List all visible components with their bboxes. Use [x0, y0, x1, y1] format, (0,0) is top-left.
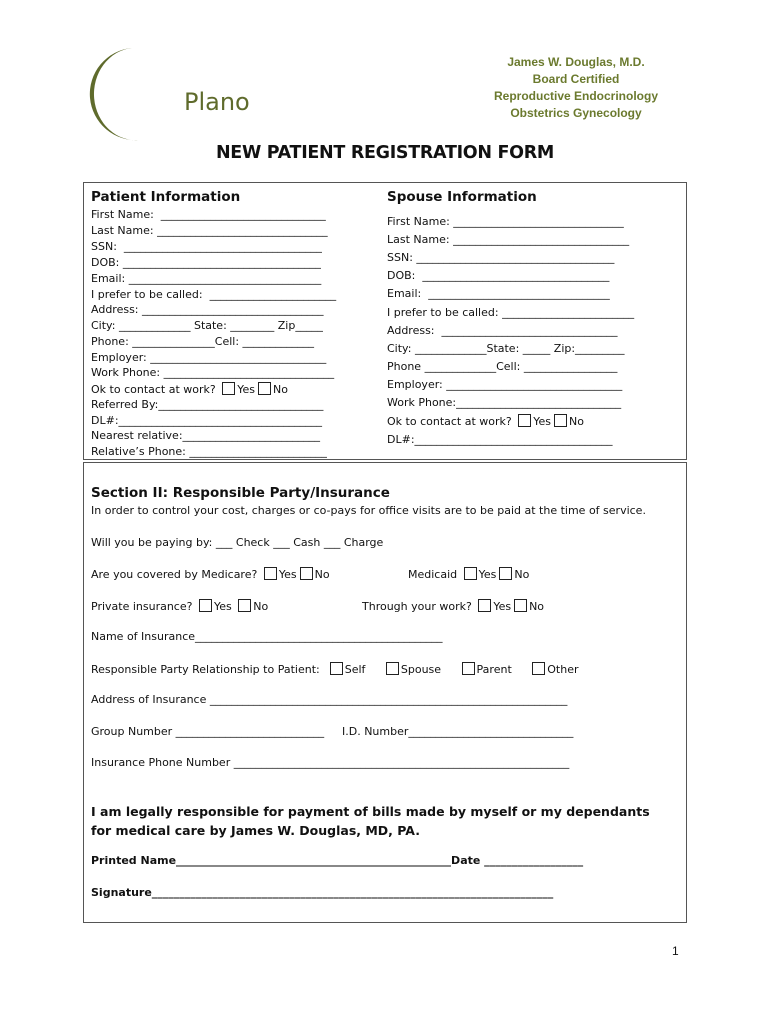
patient-city-state-zip-field[interactable]: City: _____________ State: ________ Zip_____: [91, 319, 323, 332]
legal-responsibility-statement: I am legally responsible for payment of bills made by myself or my dependants for medical care by James W. Douglas, MD, PA.: [91, 804, 650, 838]
page-title: NEW PATIENT REGISTRATION FORM: [215, 143, 555, 163]
patient-work-phone-field[interactable]: Work Phone: _______________________________: [91, 366, 335, 379]
medicaid-row: [408, 567, 529, 581]
page-number: 1: [672, 944, 679, 958]
spouse-address-field[interactable]: Address: ________________________________: [387, 324, 618, 337]
spouse-first-name-field[interactable]: First Name: _______________________________: [387, 215, 624, 228]
patient-email-field[interactable]: Email: ___________________________________: [91, 272, 322, 285]
id-number-field[interactable]: I.D. Number______________________________: [342, 725, 574, 738]
patient-last-name-field[interactable]: Last Name: _______________________________: [91, 224, 328, 237]
svg-text:Plano: Plano: [184, 88, 250, 116]
other-label: Other: [547, 663, 579, 676]
spouse-ssn-field[interactable]: SSN: ____________________________________: [387, 251, 615, 264]
patient-nearest-relative-field[interactable]: Nearest relative:_________________________: [91, 429, 321, 442]
medicaid-no-checkbox[interactable]: [499, 567, 512, 580]
no-label: No: [529, 600, 545, 613]
yes-label: Yes: [237, 383, 255, 396]
relationship-row: [91, 662, 578, 676]
yes-label: Yes: [533, 415, 551, 428]
yes-label: Yes: [278, 568, 297, 581]
patient-employer-field[interactable]: Employer: ________________________________: [91, 351, 327, 364]
signature-field[interactable]: Signature_________________________________________________________________________: [91, 886, 554, 899]
spouse-employer-field[interactable]: Employer: ________________________________: [387, 378, 623, 391]
patient-ok-contact-label: Ok to contact at work?: [91, 383, 216, 396]
no-label: No: [273, 383, 288, 396]
patient-phone-field[interactable]: Phone: _______________Cell: _____________: [91, 335, 315, 348]
patient-referred-by-field[interactable]: Referred By:______________________________: [91, 398, 324, 411]
relationship-parent-checkbox[interactable]: [462, 662, 475, 675]
parent-label: Parent: [476, 663, 512, 676]
no-label: No: [514, 568, 530, 581]
patient-ok-contact-row: [91, 382, 288, 396]
svg-text:IVF: IVF: [108, 70, 177, 121]
medicaid-yes-checkbox[interactable]: [464, 567, 477, 580]
spouse-work-phone-field[interactable]: Work Phone:______________________________: [387, 396, 622, 409]
payment-method-field[interactable]: Will you be paying by: ___ Check ___ Cash ___ Charge: [91, 536, 384, 549]
doctor-certification: Board Certified: [532, 72, 620, 86]
private-yes-checkbox[interactable]: [199, 599, 212, 612]
section2-heading: Section II: Responsible Party/Insurance: [91, 485, 390, 501]
insurance-address-field[interactable]: Address of Insurance _________________________________________________________________: [91, 693, 568, 706]
through-work-no-checkbox[interactable]: [514, 599, 527, 612]
medicaid-label: Medicaid: [408, 568, 458, 581]
private-no-checkbox[interactable]: [238, 599, 251, 612]
relationship-self-checkbox[interactable]: [330, 662, 343, 675]
section2-intro: In order to control your cost, charges or co-pays for office visits are to be paid at the time of service.: [91, 504, 646, 517]
no-label: No: [314, 568, 330, 581]
spouse-city-state-zip-field[interactable]: City: _____________State: _____ Zip:_________: [387, 342, 625, 355]
through-work-yes-checkbox[interactable]: [478, 599, 491, 612]
spouse-preferred-name-field[interactable]: I prefer to be called: ________________________: [387, 306, 635, 319]
through-work-row: [362, 599, 544, 613]
spouse-contact-no-checkbox[interactable]: [554, 414, 567, 427]
insurance-name-field[interactable]: Name of Insurance_____________________________________________: [91, 630, 443, 643]
yes-label: Yes: [493, 600, 512, 613]
spouse-heading: Spouse Information: [387, 189, 537, 205]
patient-address-field[interactable]: Address: _________________________________: [91, 303, 324, 316]
insurance-phone-field[interactable]: Insurance Phone Number _____________________________________________________________: [91, 756, 570, 769]
medicare-no-checkbox[interactable]: [300, 567, 313, 580]
private-insurance-row: [91, 599, 268, 613]
spouse-label: Spouse: [400, 663, 442, 676]
doctor-specialty-2: Obstetrics Gynecology: [510, 106, 642, 120]
medicare-label: Are you covered by Medicare?: [91, 568, 258, 581]
patient-dl-field[interactable]: DL#:_____________________________________: [91, 414, 323, 427]
spouse-last-name-field[interactable]: Last Name: ________________________________: [387, 233, 630, 246]
medicare-yes-checkbox[interactable]: [264, 567, 277, 580]
spouse-contact-yes-checkbox[interactable]: [518, 414, 531, 427]
patient-heading: Patient Information: [91, 189, 241, 205]
spouse-ok-contact-row: [387, 414, 584, 428]
relationship-other-checkbox[interactable]: [532, 662, 545, 675]
patient-relative-phone-field[interactable]: Relative’s Phone: _________________________: [91, 445, 327, 458]
ivf-plano-logo: [88, 44, 278, 144]
group-number-field[interactable]: Group Number ___________________________: [91, 725, 325, 738]
printed-name-date-field[interactable]: Printed Name__________________________________________________Date __________________: [91, 854, 584, 867]
patient-contact-no-checkbox[interactable]: [258, 382, 271, 395]
patient-first-name-field[interactable]: First Name: ______________________________: [91, 208, 326, 221]
private-insurance-label: Private insurance?: [91, 600, 193, 613]
no-label: No: [569, 415, 584, 428]
yes-label: Yes: [213, 600, 232, 613]
patient-ssn-field[interactable]: SSN: ____________________________________: [91, 240, 322, 253]
patient-contact-yes-checkbox[interactable]: [222, 382, 235, 395]
medicare-row: [91, 567, 330, 581]
self-label: Self: [344, 663, 366, 676]
yes-label: Yes: [478, 568, 497, 581]
through-work-label: Through your work?: [362, 600, 472, 613]
doctor-specialty-1: Reproductive Endocrinology: [493, 89, 658, 103]
patient-preferred-name-field[interactable]: I prefer to be called: _______________________: [91, 288, 337, 301]
relationship-label: Responsible Party Relationship to Patient:: [91, 663, 320, 676]
spouse-phone-field[interactable]: Phone _____________Cell: _________________: [387, 360, 618, 373]
doctor-name: James W. Douglas, M.D.: [507, 55, 645, 69]
no-label: No: [253, 600, 269, 613]
relationship-spouse-checkbox[interactable]: [386, 662, 399, 675]
spouse-dl-field[interactable]: DL#:____________________________________: [387, 433, 613, 446]
spouse-dob-field[interactable]: DOB: __________________________________: [387, 269, 610, 282]
spouse-email-field[interactable]: Email: _________________________________: [387, 287, 610, 300]
patient-dob-field[interactable]: DOB: ____________________________________: [91, 256, 321, 269]
spouse-ok-contact-label: Ok to contact at work?: [387, 415, 512, 428]
